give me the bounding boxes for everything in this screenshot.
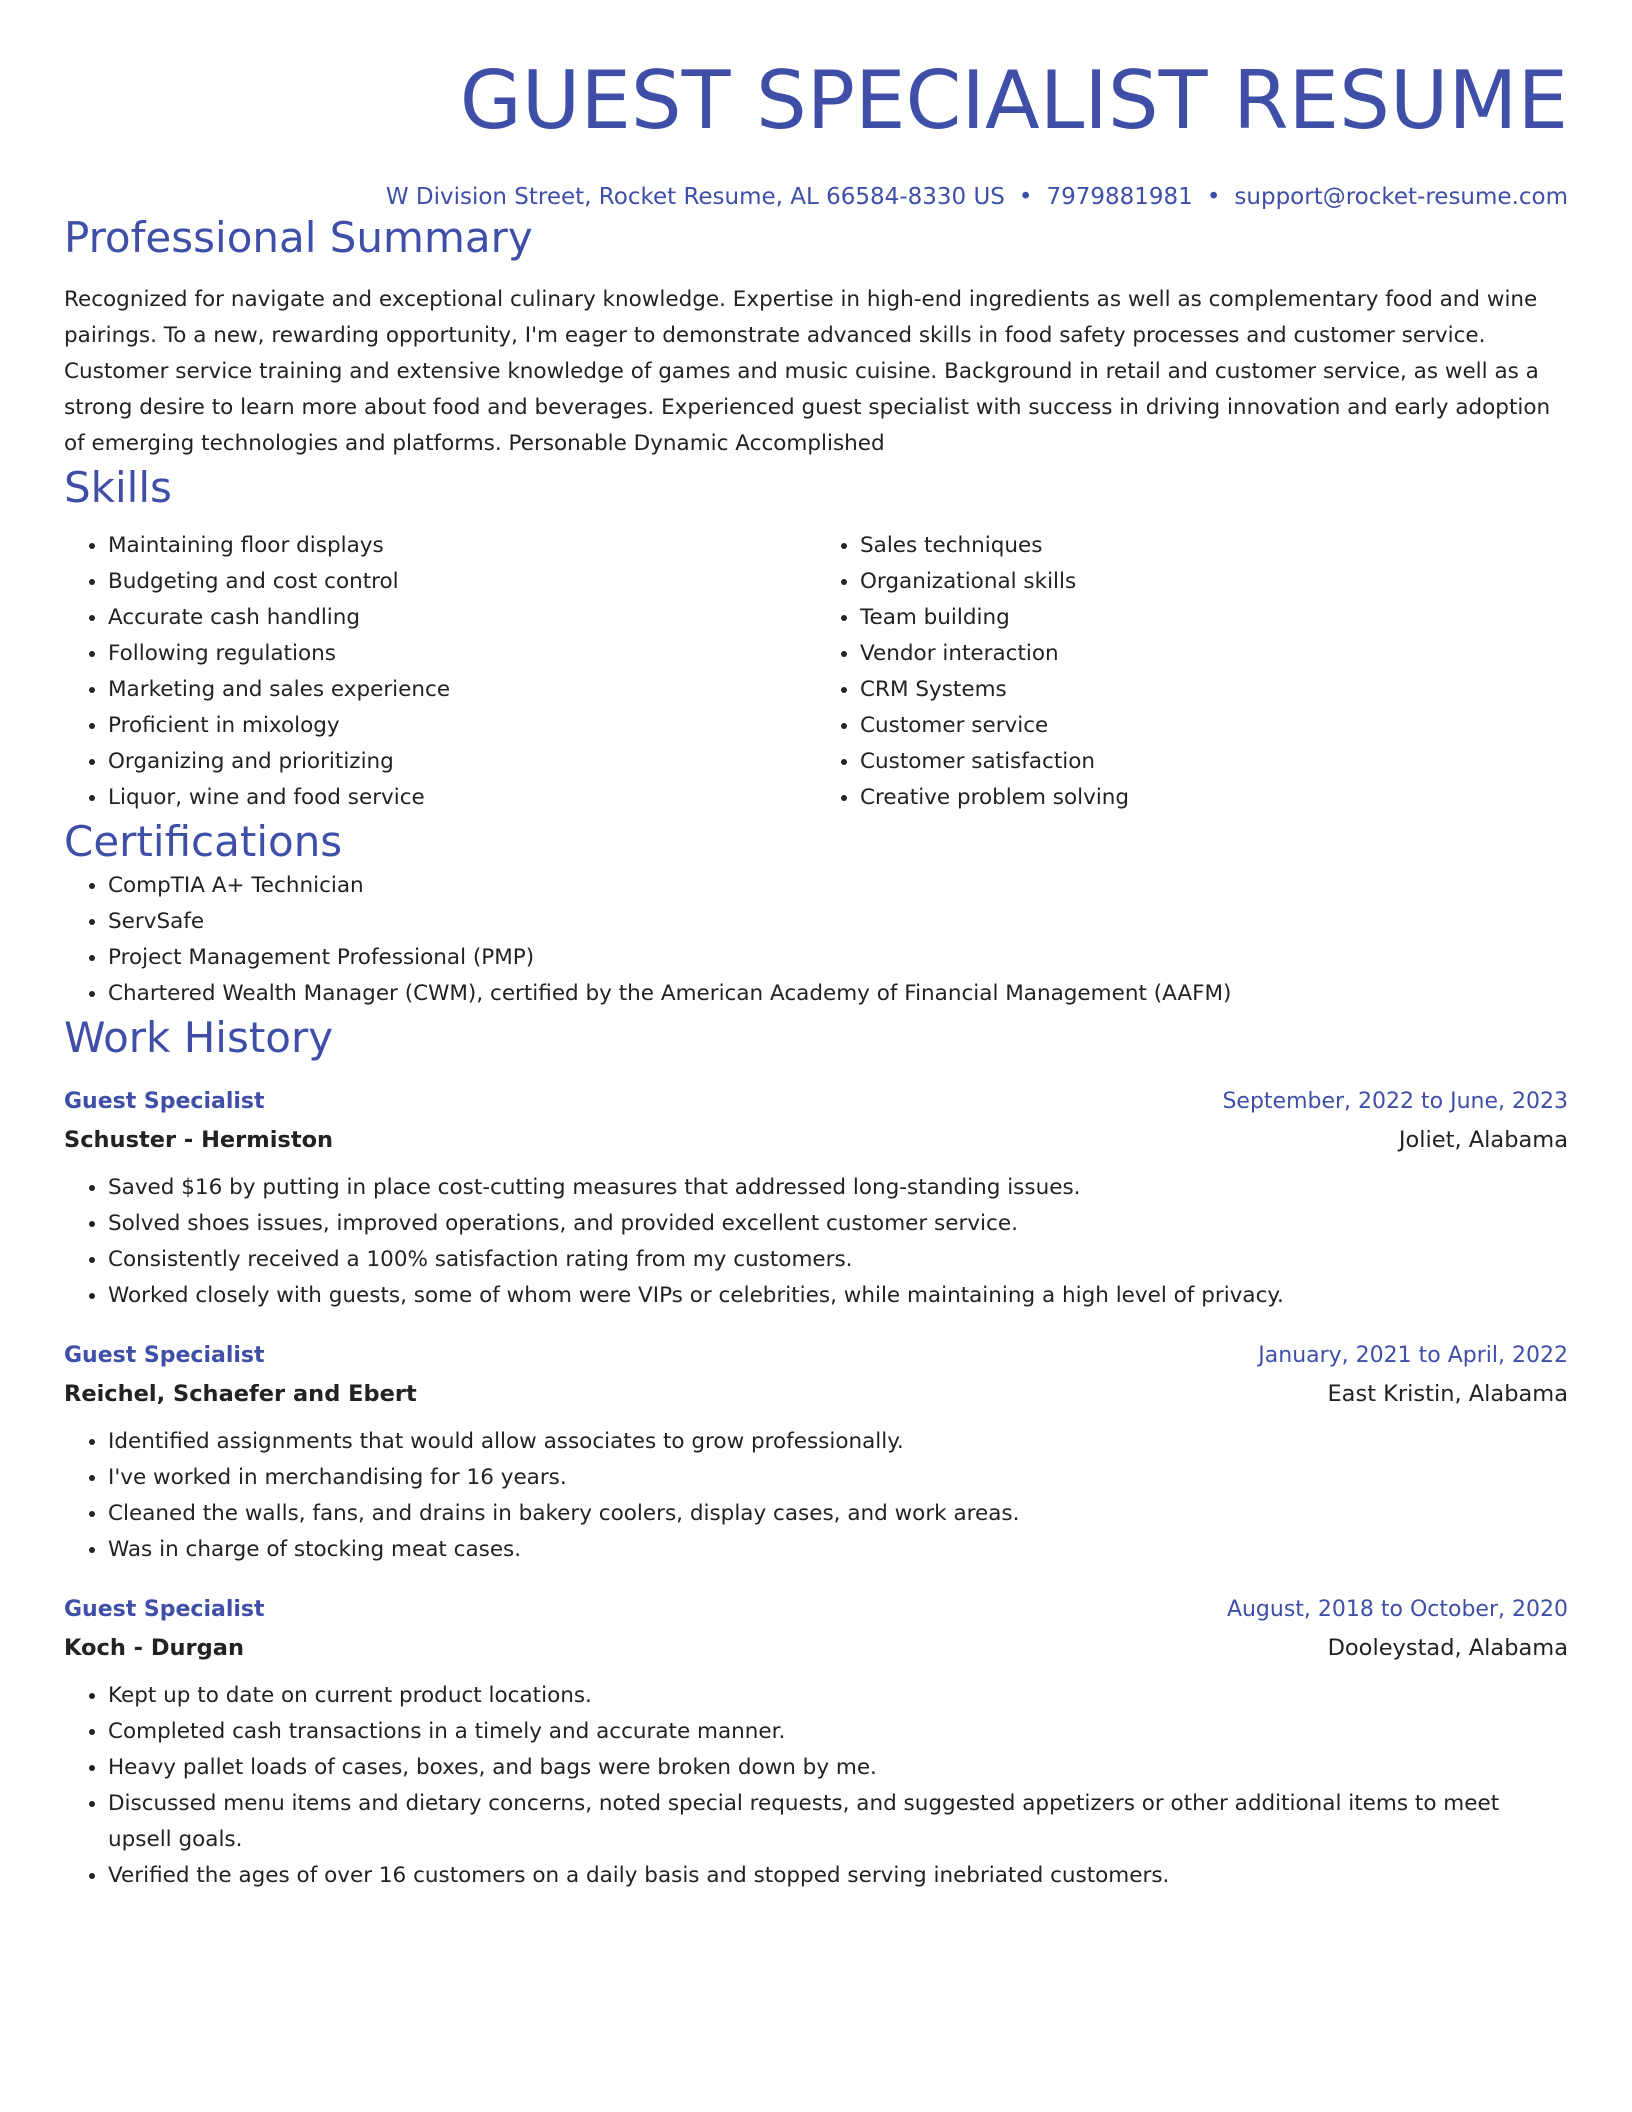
resume-header <box>64 0 1568 212</box>
job-location: East Kristin, Alabama <box>1327 1381 1568 1407</box>
certifications-list <box>64 868 1568 1012</box>
skill-item: • Accurate cash handling <box>108 600 816 636</box>
summary-heading: Professional Summary <box>64 213 533 262</box>
job-bullet: • Solved shoes issues, improved operations, and provided excellent customer service. <box>108 1206 1568 1242</box>
job-title-row <box>64 1338 1568 1374</box>
job-company-row <box>64 1374 1568 1414</box>
job-title-row <box>64 1084 1568 1120</box>
certification-item: • Project Management Professional (PMP) <box>108 940 1568 976</box>
skill-item: • Following regulations <box>108 636 816 672</box>
job-bullet: • Consistently received a 100% satisfaction rating from my customers. <box>108 1242 1568 1278</box>
job-title: Guest Specialist <box>64 1597 265 1622</box>
job-company: Koch - Durgan <box>64 1635 244 1661</box>
job-bullet: • Verified the ages of over 16 customers on a daily basis and stopped serving inebriated customers. <box>108 1858 1568 1894</box>
skill-item: • Organizing and prioritizing <box>108 744 816 780</box>
contact-line <box>64 182 1568 212</box>
job-bullet: • Discussed menu items and dietary concerns, noted special requests, and suggested appetizers or other additional items to meet upsell goals. <box>108 1786 1568 1858</box>
certification-item: • CompTIA A+ Technician <box>108 868 1568 904</box>
skills-list-right <box>816 528 1568 816</box>
skill-item: • Team building <box>860 600 1568 636</box>
skill-item: • Vendor interaction <box>860 636 1568 672</box>
job-bullet: • Worked closely with guests, some of whom were VIPs or celebrities, while maintaining a high level of privacy. <box>108 1278 1568 1314</box>
contact-phone[interactable]: 7979881981 <box>1046 184 1193 210</box>
skill-item: • Liquor, wine and food service <box>108 780 816 816</box>
skill-item: • Marketing and sales experience <box>108 672 816 708</box>
job-company-row <box>64 1628 1568 1668</box>
job-location: Dooleystad, Alabama <box>1327 1635 1568 1661</box>
job-bullet: • Kept up to date on current product locations. <box>108 1678 1568 1714</box>
job-company: Reichel, Schaefer and Ebert <box>64 1381 417 1407</box>
work-history-list <box>64 1084 1568 1894</box>
skill-item: • Customer satisfaction <box>860 744 1568 780</box>
job-dates: August, 2018 to October, 2020 <box>1226 1597 1568 1622</box>
skill-item: • Customer service <box>860 708 1568 744</box>
job-bullet: • Was in charge of stocking meat cases. <box>108 1532 1568 1568</box>
skill-item: • Organizational skills <box>860 564 1568 600</box>
job-dates: September, 2022 to June, 2023 <box>1222 1089 1568 1114</box>
job-bullet: • I've worked in merchandising for 16 years. <box>108 1460 1568 1496</box>
job-location: Joliet, Alabama <box>1398 1127 1568 1153</box>
job-title: Guest Specialist <box>64 1343 265 1368</box>
job-title: Guest Specialist <box>64 1089 265 1114</box>
job-bullet: • Identified assignments that would allow associates to grow professionally. <box>108 1424 1568 1460</box>
skill-item: • Creative problem solving <box>860 780 1568 816</box>
certifications-heading: Certifications <box>64 817 343 866</box>
contact-address: W Division Street, Rocket Resume, AL 66584-8330 US <box>385 184 1005 210</box>
job-entry <box>64 1338 1568 1568</box>
job-entry <box>64 1592 1568 1894</box>
skill-item: • Sales techniques <box>860 528 1568 564</box>
job-bullets <box>64 1424 1568 1568</box>
separator-dot: • <box>1018 184 1033 210</box>
skill-item: • Budgeting and cost control <box>108 564 816 600</box>
skill-item: • CRM Systems <box>860 672 1568 708</box>
certification-item: • ServSafe <box>108 904 1568 940</box>
summary-text: Recognized for navigate and exceptional culinary knowledge. Expertise in high-end ingredients as well as complementary food and wine pairings. To a new, rewarding opportunity, I'm eager to demonstrate advanced skills in food safety processes and customer service. Customer service training and extensive knowledge of games and music cuisine. Background in retail and customer service, as well as a strong desire to learn more about food and beverages. Experienced guest specialist with success in driving innovation and early adoption of emerging technologies and platforms. Personable Dynamic Accomplished <box>64 287 1551 456</box>
job-bullets <box>64 1678 1568 1894</box>
job-bullet: • Heavy pallet loads of cases, boxes, and bags were broken down by me. <box>108 1750 1568 1786</box>
job-company-row <box>64 1120 1568 1160</box>
job-bullets <box>64 1170 1568 1314</box>
job-bullet: • Completed cash transactions in a timely and accurate manner. <box>108 1714 1568 1750</box>
job-entry <box>64 1084 1568 1314</box>
skills-heading: Skills <box>64 463 172 512</box>
job-title-row <box>64 1592 1568 1628</box>
contact-email[interactable]: support@rocket-resume.com <box>1234 184 1568 210</box>
work-history-heading: Work History <box>64 1013 334 1062</box>
job-company: Schuster - Hermiston <box>64 1127 334 1153</box>
skills-list-left <box>64 528 816 816</box>
separator-dot: • <box>1206 184 1221 210</box>
job-bullet: • Saved $16 by putting in place cost-cutting measures that addressed long-standing issues. <box>108 1170 1568 1206</box>
page-title: GUEST SPECIALIST RESUME <box>459 54 1568 147</box>
skills-columns <box>64 528 1568 816</box>
skill-item: • Proficient in mixology <box>108 708 816 744</box>
certification-item: • Chartered Wealth Manager (CWM), certified by the American Academy of Financial Management (AAFM) <box>108 976 1568 1012</box>
job-bullet: • Cleaned the walls, fans, and drains in bakery coolers, display cases, and work areas. <box>108 1496 1568 1532</box>
job-dates: January, 2021 to April, 2022 <box>1258 1343 1568 1368</box>
skill-item: • Maintaining floor displays <box>108 528 816 564</box>
